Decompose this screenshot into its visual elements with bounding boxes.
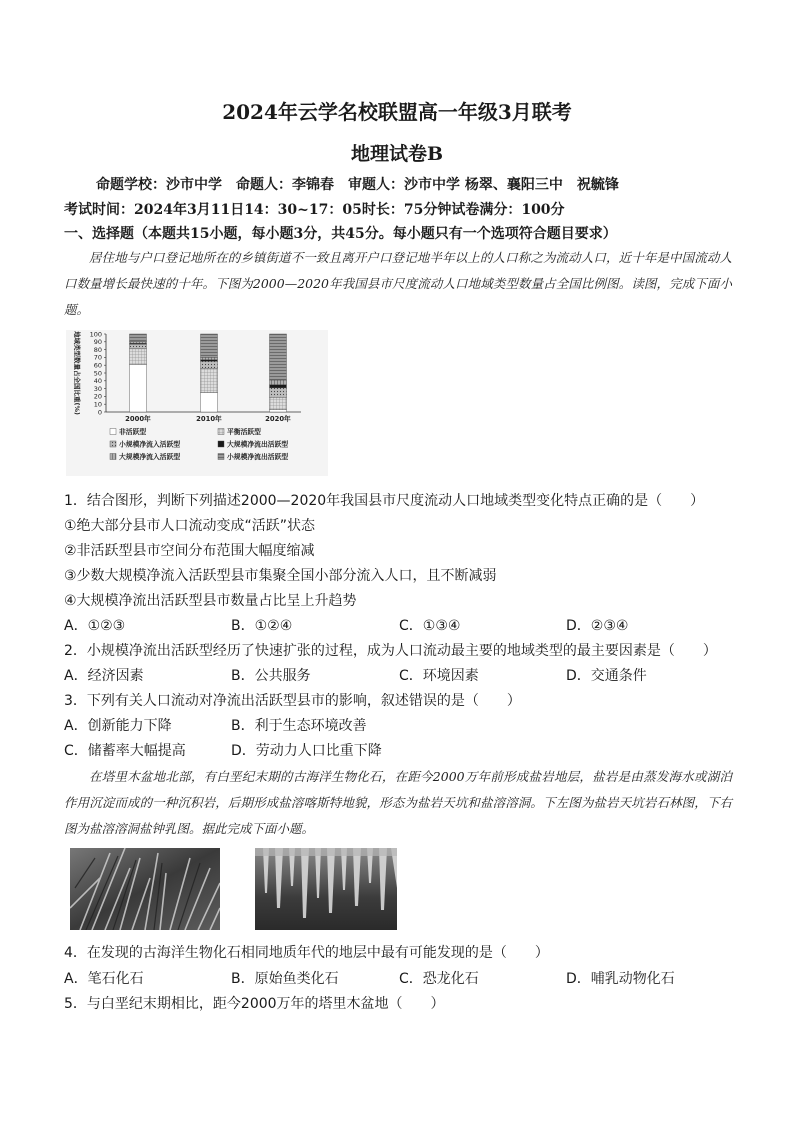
q1-option-d[interactable]: D．②③④ [566, 618, 629, 634]
legend-label: 小规模净流出活跃型 [227, 453, 289, 461]
bar-segment [201, 334, 218, 357]
legend-swatch [110, 441, 116, 447]
x-tick-label: 2000年 [125, 415, 151, 423]
legend-label: 非活跃型 [119, 428, 147, 436]
y-tick-label: 80 [93, 345, 102, 354]
authors-line: 命题学校：沙市中学 命题人：李锦春 审题人：沙市中学 杨翠、襄阳三中 祝毓锋 [96, 177, 619, 193]
q3-option-c[interactable]: C．储蓄率大幅提高 [64, 743, 186, 759]
bar-segment [201, 360, 218, 362]
section-heading: 一、选择题（本题共15小题，每小题3分，共45分。每小题只有一个选项符合题目要求） [64, 226, 617, 242]
y-tick-label: 0 [97, 408, 102, 417]
q1-statement-2: ②非活跃型县市空间分布范围大幅度缩减 [64, 543, 315, 559]
q1-statement-1: ①绝大部分县市人口流动变成“活跃”状态 [64, 518, 316, 534]
q1-option-c[interactable]: C．①③④ [399, 618, 461, 634]
q2-option-c[interactable]: C．环境因素 [399, 668, 479, 684]
salt-stalactite-photo [255, 848, 397, 930]
bar-segment [270, 334, 287, 380]
legend-label: 大规模净流出活跃型 [227, 440, 289, 449]
bar-segment [270, 410, 287, 412]
y-tick-label: 100 [89, 330, 102, 339]
q2-option-b[interactable]: B．公共服务 [231, 668, 311, 684]
chart-background [66, 330, 328, 476]
y-tick-label: 50 [93, 369, 102, 378]
question-2-stem: 2．小规模净流出活跃型经历了快速扩张的过程，成为人口流动最主要的地域类型的最主要因素是（ ） [64, 643, 717, 659]
bar-segment [270, 380, 287, 385]
bar-segment [130, 364, 147, 412]
legend-swatch [110, 454, 116, 460]
bar-segment [130, 334, 147, 342]
legend-label: 大规模净流入活跃型 [119, 453, 181, 461]
bar-segment [201, 361, 218, 368]
bar-segment [130, 342, 147, 344]
y-tick-label: 30 [93, 384, 102, 393]
bar-segment [130, 344, 147, 349]
legend-swatch [110, 429, 116, 435]
q4-option-c[interactable]: C．恐龙化石 [399, 971, 479, 987]
q4-option-d[interactable]: D．哺乳动物化石 [566, 971, 675, 987]
q1-option-b[interactable]: B．①②④ [231, 618, 293, 634]
legend-label: 平衡活跃型 [227, 428, 261, 436]
population-type-chart [66, 330, 328, 476]
bar-segment [270, 388, 287, 397]
legend-swatch [218, 454, 224, 460]
bar-segment [270, 397, 287, 409]
legend-swatch [218, 429, 224, 435]
question-1-stem: 1．结合图形，判断下列描述2000—2020年我国县市尺度流动人口地域类型变化特点正确的是（ ） [64, 493, 705, 509]
q1-statement-4: ④大规模净流出活跃型县市数量占比呈上升趋势 [64, 593, 357, 609]
y-tick-label: 60 [93, 361, 102, 370]
bar-segment [201, 368, 218, 392]
x-tick-label: 2020年 [265, 415, 291, 423]
q1-statement-3: ③少数大规模净流入活跃型县市集聚全国小部分流入人口，且不断减弱 [64, 568, 497, 584]
salt-rock-forest-photo [70, 848, 220, 930]
question-5-stem: 5．与白垩纪末期相比，距今2000万年的塔里木盆地（ ） [64, 996, 445, 1012]
q3-option-d[interactable]: D．劳动力人口比重下降 [231, 743, 382, 759]
q4-option-b[interactable]: B．原始鱼类化石 [231, 971, 339, 987]
bar-segment [201, 393, 218, 413]
legend-swatch [218, 441, 224, 447]
y-tick-label: 40 [93, 377, 102, 386]
q1-option-a[interactable]: A．①②③ [64, 618, 126, 634]
exam-subtitle: 地理试卷B [350, 143, 444, 165]
q3-option-b[interactable]: B．利于生态环境改善 [231, 718, 367, 734]
x-tick-label: 2010年 [196, 415, 222, 423]
exam-info-line: 考试时间：2024年3月11日14：30~17：05时长：75分钟试卷满分：100分 [64, 202, 565, 218]
bar-segment [130, 349, 147, 365]
q2-option-a[interactable]: A．经济因素 [64, 668, 144, 684]
exam-title: 2024年云学名校联盟高一年级3月联考 [222, 100, 572, 124]
y-tick-label: 90 [93, 338, 102, 347]
question-4-stem: 4．在发现的古海洋生物化石相同地质年代的地层中最有可能发现的是（ ） [64, 945, 549, 961]
y-tick-label: 70 [93, 353, 102, 362]
q4-option-a[interactable]: A．笔石化石 [64, 971, 144, 987]
question-3-stem: 3．下列有关人口流动对净流出活跃型县市的影响，叙述错误的是（ ） [64, 693, 521, 709]
q2-option-d[interactable]: D．交通条件 [566, 668, 647, 684]
passage-2: 在塔里木盆地北部，有白垩纪末期的古海洋生物化石，在距今2000万年前形成盐岩地层，盐岩是由蒸发海水或湖泊作用沉淀而成的一种沉积岩，后期形成盐溶喀斯特地貌，形态为盐岩天坑和盐溶溶洞。下左图为盐岩天坑岩石林图，下右图为盐溶溶洞盐钟乳图。据此完成下面小题。 [64, 769, 732, 836]
q3-option-a[interactable]: A．创新能力下降 [64, 718, 172, 734]
y-tick-label: 20 [93, 392, 102, 401]
legend-label: 小规模净流入活跃型 [119, 440, 181, 449]
bar-segment [270, 385, 287, 388]
y-axis-label: 地域类型数量占全国比重(%) [73, 331, 81, 415]
y-tick-label: 10 [93, 400, 102, 409]
passage-1: 居住地与户口登记地所在的乡镇街道不一致且离开户口登记地半年以上的人口称之为流动人口，近十年是中国流动人口数量增长最快速的十年。下图为2000—2020年我国县市尺度流动人口地域类型数量占全国比例图。读图，完成下面小题。 [64, 250, 732, 317]
bar-segment [201, 357, 218, 359]
